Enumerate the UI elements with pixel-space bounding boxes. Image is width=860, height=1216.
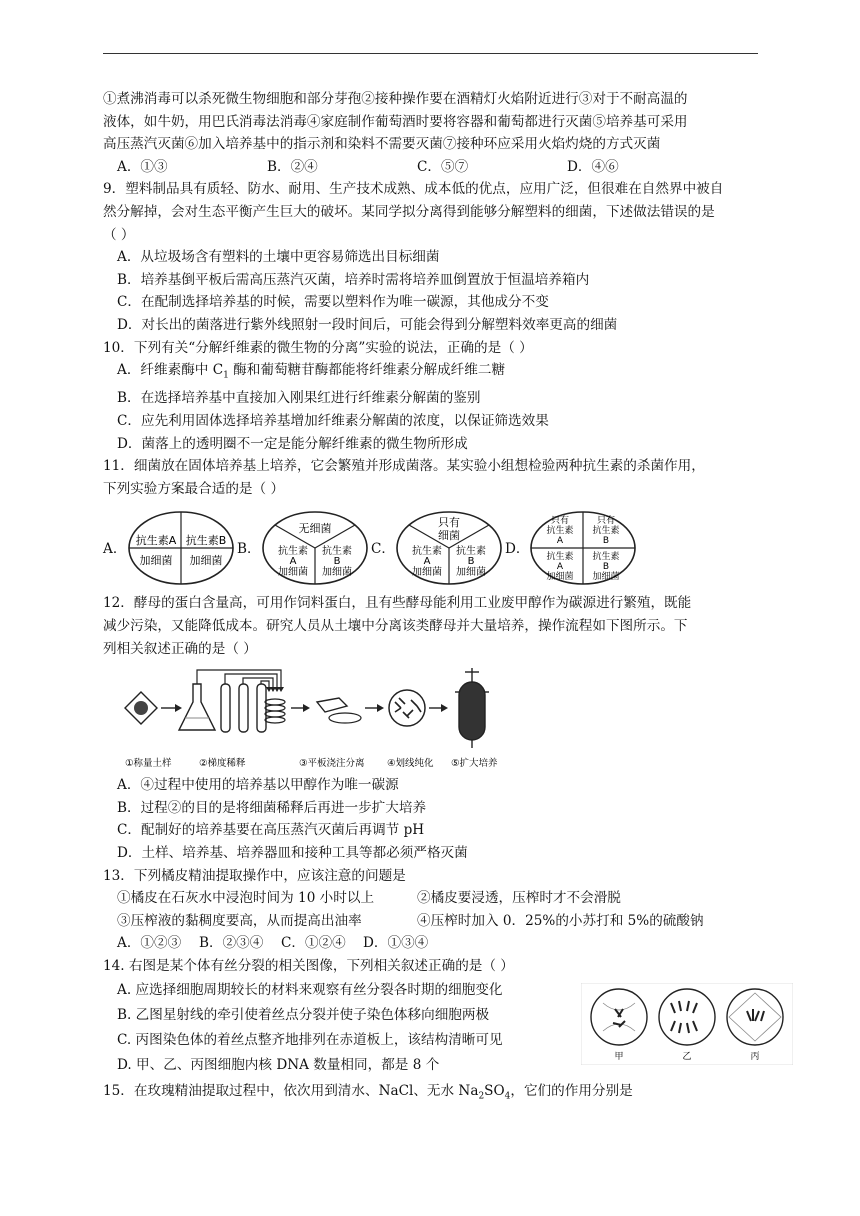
q9-option-d: D．对长出的菌落进行紫外线照射一段时间后，可能会得到分解塑料效率更高的细菌 <box>117 316 618 333</box>
q8-options <box>103 156 763 179</box>
q10-option-c: C．应先利用固体选择培养基增加纤维素分解菌的浓度，以保证筛选效果 <box>117 413 549 430</box>
q10-a-pre: A．纤维素酶中 C <box>117 362 224 379</box>
dish-b-add-right: 加细菌 <box>322 567 352 579</box>
question-content <box>103 88 763 1108</box>
q9-line3: （ ） <box>103 226 135 243</box>
q12-line3: 列相关叙述正确的是（ ） <box>103 640 257 657</box>
q15-sub1: 2 <box>478 1091 485 1102</box>
dish-d-icon <box>527 508 639 588</box>
q8-option-c: C．⑤⑦ <box>417 158 469 175</box>
q8-option-b: B．②④ <box>267 158 318 175</box>
dish-b-k-b: 抗生素 <box>322 546 352 558</box>
dish-c-add-left: 加细菌 <box>412 567 442 579</box>
q11-label-d: D． <box>505 541 530 558</box>
q9-line1: 9．塑料制品具有质轻、防水、耐用、生产技术成熟、成本低的优点，应用广泛，但很难在自然界中被自 <box>103 181 724 198</box>
dish-d-k-a-bottom: 抗生素 <box>546 552 574 563</box>
dish-d-letter-b-top: B <box>602 536 610 547</box>
q13-options <box>103 932 763 955</box>
q15-post: ，它们的作用分别是 <box>510 1082 633 1099</box>
q11-label-b: B． <box>237 541 261 558</box>
q13-item-4: ④压榨时加入 0．25%的小苏打和 5%的硫酸钠 <box>417 912 704 929</box>
q13-item-2: ②橘皮要浸透，压榨时才不会滑脱 <box>417 890 621 907</box>
q8-line3: 高压蒸汽灭菌⑥加入培养基中的指示剂和染料不需要灭菌⑦接种环应采用火焰灼烧的方式灭菌 <box>103 136 661 153</box>
dish-a-anti-a: 抗生素A <box>135 534 177 548</box>
q9-option-b: B．培养基倒平板后需高压蒸汽灭菌，培养时需将培养皿倒置放于恒温培养箱内 <box>117 271 590 288</box>
q14-option-d: D. 甲、乙、丙图细胞内核 DNA 数量相同，都是 8 个 <box>117 1056 440 1073</box>
q13-option-d: D．①③④ <box>363 935 429 952</box>
q13-option-b: B．②③④ <box>199 935 264 952</box>
cell-label-jia: 甲 <box>614 1051 624 1062</box>
step-4-label: ④划线纯化 <box>387 758 434 770</box>
q8-line1: ①煮沸消毒可以杀死微生物细胞和部分芽孢②接种操作要在酒精灯火焰附近进行③对于不耐高温的 <box>103 91 688 107</box>
q9-option-a: A．从垃圾场含有塑料的土壤中更容易筛选出目标细菌 <box>117 249 440 266</box>
test-tube-1-icon <box>221 684 230 732</box>
q14-block <box>103 955 763 1078</box>
test-tube-2-icon <box>239 684 248 732</box>
dish-d-letter-a-bottom: A <box>556 562 564 573</box>
q10-option-b: B．在选择培养基中直接加入刚果红进行纤维素分解菌的鉴别 <box>117 390 481 407</box>
step-5-label: ⑤扩大培养 <box>451 758 498 770</box>
step-3-label: ③平板浇注分离 <box>299 758 365 770</box>
dish-b-k-a: 抗生素 <box>278 546 308 558</box>
yeast-flow-diagram-icon <box>103 662 523 774</box>
dish-b-none: 无细菌 <box>298 522 332 536</box>
streak-plate-icon <box>389 690 425 726</box>
dish-b-letter-a: A <box>289 556 297 568</box>
dish-d-letter-a-top: A <box>556 536 564 547</box>
dish-c-icon <box>393 508 505 588</box>
dish-a-add-right: 加细菌 <box>189 554 223 568</box>
q13-items-row1 <box>103 887 763 910</box>
q14-option-a: A. 应选择细胞周期较长的材料来观察有丝分裂各时期的细胞变化 <box>117 981 503 998</box>
q12-line2: 减少污染，又能降低成本。研究人员从土壤中分离该类酵母并大量培养，操作流程如下图所示。下 <box>103 618 688 634</box>
dish-d-k-b-bottom: 抗生素 <box>592 552 620 563</box>
cell-label-yi: 乙 <box>682 1051 692 1062</box>
dish-c-k-a: 抗生素 <box>412 546 442 558</box>
cell-label-bing: 丙 <box>750 1051 760 1062</box>
q10-a-sub: 1 <box>223 370 229 381</box>
dish-d-only-right: 只有 <box>596 516 616 527</box>
q14-option-b: B. 乙图星射线的牵引使着丝点分裂并使子染色体移向细胞两极 <box>117 1006 490 1023</box>
q13-option-a: A．①②③ <box>117 935 182 952</box>
dish-c-only2: 细菌 <box>438 529 460 543</box>
q12-line1: 12．酵母的蛋白含量高，可用作饲料蛋白，且有些酵母能利用工业废甲醇作为碳源进行繁殖，既能 <box>103 595 692 612</box>
q10-option-a <box>103 359 763 387</box>
q8-line2: 液体，如牛奶，用巴氏消毒法消毒④家庭制作葡萄酒时要将容器和葡萄都进行灭菌⑤培养基可采用 <box>103 113 688 130</box>
dish-c-letter-a: A <box>423 556 431 568</box>
q11-line2: 下列实验方案最合适的是（ ） <box>103 480 285 497</box>
q9-option-c: C．在配制选择培养基的时候，需要以塑料作为唯一碳源，其他成分不变 <box>117 294 549 311</box>
dish-d-add-right: 加细菌 <box>592 572 620 583</box>
dish-b-letter-b: B <box>333 556 341 568</box>
q12-option-a: A．④过程中使用的培养基以甲醇作为唯一碳源 <box>117 777 399 794</box>
dish-d-add-left: 加细菌 <box>546 572 574 583</box>
q10-a-post: 酶和葡萄糖苷酶都能将纤维素分解成纤维二糖 <box>228 362 506 379</box>
q12-option-d: D．土样、培养基、培养器皿和接种工具等都必须严格灭菌 <box>117 844 468 861</box>
fermenter-icon <box>459 682 485 740</box>
dish-d-k-b-top: 抗生素 <box>592 526 620 537</box>
soil-blob-icon <box>134 701 148 715</box>
step-2-label: ②梯度稀释 <box>199 758 246 770</box>
q13-stem: 13．下列橘皮精油提取操作中，应该注意的问题是 <box>103 867 406 884</box>
q8-option-d: D．④⑥ <box>567 158 619 175</box>
q13-item-3: ③压榨液的黏稠度要高，从而提高出油率 <box>117 912 362 929</box>
q11-figure <box>103 508 763 588</box>
dish-b-add-left: 加细菌 <box>278 567 308 579</box>
q15-pre: 15．在玫瑰精油提取过程中，依次用到清水、NaCl、无水 Na <box>103 1082 479 1099</box>
q9-line2: 然分解掉，会对生态平衡产生巨大的破坏。某同学拟分离得到能够分解塑料的细菌，下述做法错误的是 <box>103 203 715 220</box>
q12-flow-figure <box>103 662 763 774</box>
q13-item-1: ①橘皮在石灰水中浸泡时间为 10 小时以上 <box>117 890 375 907</box>
dish-d-only-left: 只有 <box>550 516 570 527</box>
q8-option-a: A．①③ <box>117 158 168 175</box>
q10-stem: 10．下列有关“分解纤维素的微生物的分离”实验的说法，正确的是（ ） <box>103 339 533 356</box>
dish-c-only1: 只有 <box>438 516 460 530</box>
q14-stem: 14. 右图是某个体有丝分裂的相关图像，下列相关叙述正确的是（ ） <box>103 957 514 974</box>
dish-c-letter-b: B <box>467 556 475 568</box>
q12-option-b: B．过程②的目的是将细菌稀释后再进一步扩大培养 <box>117 799 427 816</box>
dish-d-k-a-top: 抗生素 <box>546 526 574 537</box>
q12-option-c: C．配制好的培养基要在高压蒸汽灭菌后再调节 pH <box>117 822 425 839</box>
dish-c-add-right: 加细菌 <box>456 567 486 579</box>
dish-d-letter-b-bottom: B <box>602 562 610 573</box>
q15-sub2: 4 <box>504 1091 511 1102</box>
q11-label-a: A． <box>103 541 127 558</box>
dish-b-icon <box>259 508 371 588</box>
q10-option-d: D．菌落上的透明圈不一定是能分解纤维素的微生物所形成 <box>117 435 468 452</box>
mitosis-cells-figure-icon <box>581 983 793 1065</box>
flask-icon <box>179 684 215 730</box>
step-1-label: ①称量土样 <box>125 758 172 770</box>
q11-line1: 11．细菌放在固体培养基上培养，它会繁殖并形成菌落。某实验小组想检验两种抗生素的杀菌作用， <box>103 458 705 475</box>
header-rule <box>103 53 758 54</box>
q15-mid: SO <box>484 1082 505 1099</box>
q13-option-c: C．①②④ <box>281 935 346 952</box>
q14-option-c: C. 丙图染色体的着丝点整齐地排列在赤道板上，该结构清晰可见 <box>117 1031 503 1048</box>
dish-a-icon <box>125 508 237 588</box>
dish-a-anti-b: 抗生素B <box>185 534 227 548</box>
q13-items-row2 <box>103 910 763 933</box>
pouring-icon <box>317 698 347 712</box>
q11-label-c: C． <box>371 541 395 558</box>
dish-a-add-left: 加细菌 <box>139 554 173 568</box>
dish-c-k-b: 抗生素 <box>456 546 486 558</box>
q15-stem <box>103 1080 763 1108</box>
